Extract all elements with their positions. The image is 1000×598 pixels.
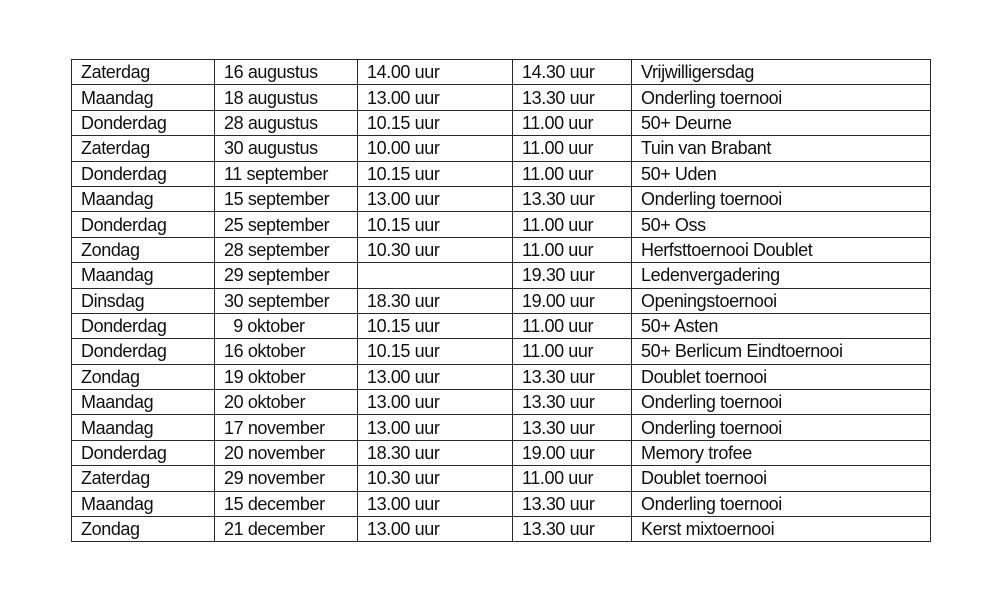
time-cell: 19.30 uur [513, 263, 632, 288]
time-cell: 19.00 uur [513, 288, 632, 313]
day-cell: Dinsdag [72, 288, 215, 313]
date-cell: 28 augustus [215, 110, 358, 135]
start-time-cell: 10.15 uur [358, 313, 513, 338]
table-row [72, 517, 931, 542]
start-time-cell: 13.00 uur [358, 85, 513, 110]
event-cell: Memory trofee [632, 440, 931, 465]
day-cell: Maandag [72, 491, 215, 516]
start-time-cell: 13.00 uur [358, 364, 513, 389]
table-row [72, 237, 931, 262]
time-cell: 11.00 uur [513, 237, 632, 262]
table-row [72, 364, 931, 389]
date-cell: 19 oktober [215, 364, 358, 389]
date-cell: 30 augustus [215, 136, 358, 161]
start-time-cell: 13.00 uur [358, 186, 513, 211]
start-time-cell: 10.00 uur [358, 136, 513, 161]
time-cell: 11.00 uur [513, 212, 632, 237]
date-cell: 20 oktober [215, 390, 358, 415]
start-time-cell: 18.30 uur [358, 440, 513, 465]
time-cell: 11.00 uur [513, 313, 632, 338]
start-time-cell [358, 263, 513, 288]
start-time-cell: 13.00 uur [358, 517, 513, 542]
table-row [72, 263, 931, 288]
date-cell: 25 september [215, 212, 358, 237]
day-cell: Zondag [72, 517, 215, 542]
table-row [72, 339, 931, 364]
day-cell: Zaterdag [72, 60, 215, 85]
table-row [72, 136, 931, 161]
date-cell: 30 september [215, 288, 358, 313]
time-cell: 11.00 uur [513, 339, 632, 364]
table-row [72, 390, 931, 415]
schedule-table [71, 59, 931, 542]
date-cell: 11 september [215, 161, 358, 186]
event-cell: Onderling toernooi [632, 186, 931, 211]
day-cell: Donderdag [72, 339, 215, 364]
event-cell: Vrijwilligersdag [632, 60, 931, 85]
event-cell: Onderling toernooi [632, 415, 931, 440]
date-cell: 15 september [215, 186, 358, 211]
table-row [72, 415, 931, 440]
event-cell: 50+ Oss [632, 212, 931, 237]
time-cell: 11.00 uur [513, 466, 632, 491]
date-cell: 20 november [215, 440, 358, 465]
time-cell: 13.30 uur [513, 491, 632, 516]
table-row [72, 60, 931, 85]
date-cell: 29 september [215, 263, 358, 288]
start-time-cell: 13.00 uur [358, 491, 513, 516]
time-cell: 13.30 uur [513, 390, 632, 415]
date-cell: 16 oktober [215, 339, 358, 364]
table-row [72, 466, 931, 491]
event-cell: Openingstoernooi [632, 288, 931, 313]
day-cell: Zaterdag [72, 466, 215, 491]
date-cell: 15 december [215, 491, 358, 516]
table-row [72, 212, 931, 237]
time-cell: 13.30 uur [513, 517, 632, 542]
event-cell: 50+ Asten [632, 313, 931, 338]
table-row [72, 161, 931, 186]
date-cell: 17 november [215, 415, 358, 440]
event-cell: Onderling toernooi [632, 85, 931, 110]
day-cell: Zaterdag [72, 136, 215, 161]
date-cell: 16 augustus [215, 60, 358, 85]
time-cell: 11.00 uur [513, 110, 632, 135]
day-cell: Donderdag [72, 161, 215, 186]
event-cell: Onderling toernooi [632, 491, 931, 516]
event-cell: Tuin van Brabant [632, 136, 931, 161]
date-cell: 18 augustus [215, 85, 358, 110]
table-row [72, 288, 931, 313]
start-time-cell: 18.30 uur [358, 288, 513, 313]
table-row [72, 491, 931, 516]
event-cell: 50+ Uden [632, 161, 931, 186]
date-cell: 21 december [215, 517, 358, 542]
event-cell: Kerst mixtoernooi [632, 517, 931, 542]
day-cell: Maandag [72, 390, 215, 415]
start-time-cell: 14.00 uur [358, 60, 513, 85]
time-cell: 13.30 uur [513, 415, 632, 440]
event-cell: 50+ Deurne [632, 110, 931, 135]
start-time-cell: 10.30 uur [358, 466, 513, 491]
time-cell: 13.30 uur [513, 186, 632, 211]
event-cell: Doublet toernooi [632, 466, 931, 491]
table-row [72, 440, 931, 465]
day-cell: Zondag [72, 237, 215, 262]
start-time-cell: 10.15 uur [358, 161, 513, 186]
start-time-cell: 13.00 uur [358, 415, 513, 440]
time-cell: 19.00 uur [513, 440, 632, 465]
start-time-cell: 10.30 uur [358, 237, 513, 262]
date-cell: 28 september [215, 237, 358, 262]
date-cell: 29 november [215, 466, 358, 491]
time-cell: 13.30 uur [513, 364, 632, 389]
table-row [72, 313, 931, 338]
time-cell: 14.30 uur [513, 60, 632, 85]
start-time-cell: 10.15 uur [358, 339, 513, 364]
day-cell: Maandag [72, 415, 215, 440]
event-cell: Herfsttoernooi Doublet [632, 237, 931, 262]
table-row [72, 186, 931, 211]
time-cell: 11.00 uur [513, 136, 632, 161]
day-cell: Donderdag [72, 110, 215, 135]
table-row [72, 110, 931, 135]
day-cell: Donderdag [72, 212, 215, 237]
table-row [72, 85, 931, 110]
event-cell: Onderling toernooi [632, 390, 931, 415]
day-cell: Donderdag [72, 313, 215, 338]
start-time-cell: 13.00 uur [358, 390, 513, 415]
day-cell: Donderdag [72, 440, 215, 465]
date-cell: 9 oktober [215, 313, 358, 338]
event-cell: 50+ Berlicum Eindtoernooi [632, 339, 931, 364]
time-cell: 11.00 uur [513, 161, 632, 186]
start-time-cell: 10.15 uur [358, 212, 513, 237]
schedule-body [72, 60, 931, 542]
event-cell: Ledenvergadering [632, 263, 931, 288]
start-time-cell: 10.15 uur [358, 110, 513, 135]
day-cell: Zondag [72, 364, 215, 389]
day-cell: Maandag [72, 186, 215, 211]
day-cell: Maandag [72, 85, 215, 110]
day-cell: Maandag [72, 263, 215, 288]
event-cell: Doublet toernooi [632, 364, 931, 389]
time-cell: 13.30 uur [513, 85, 632, 110]
